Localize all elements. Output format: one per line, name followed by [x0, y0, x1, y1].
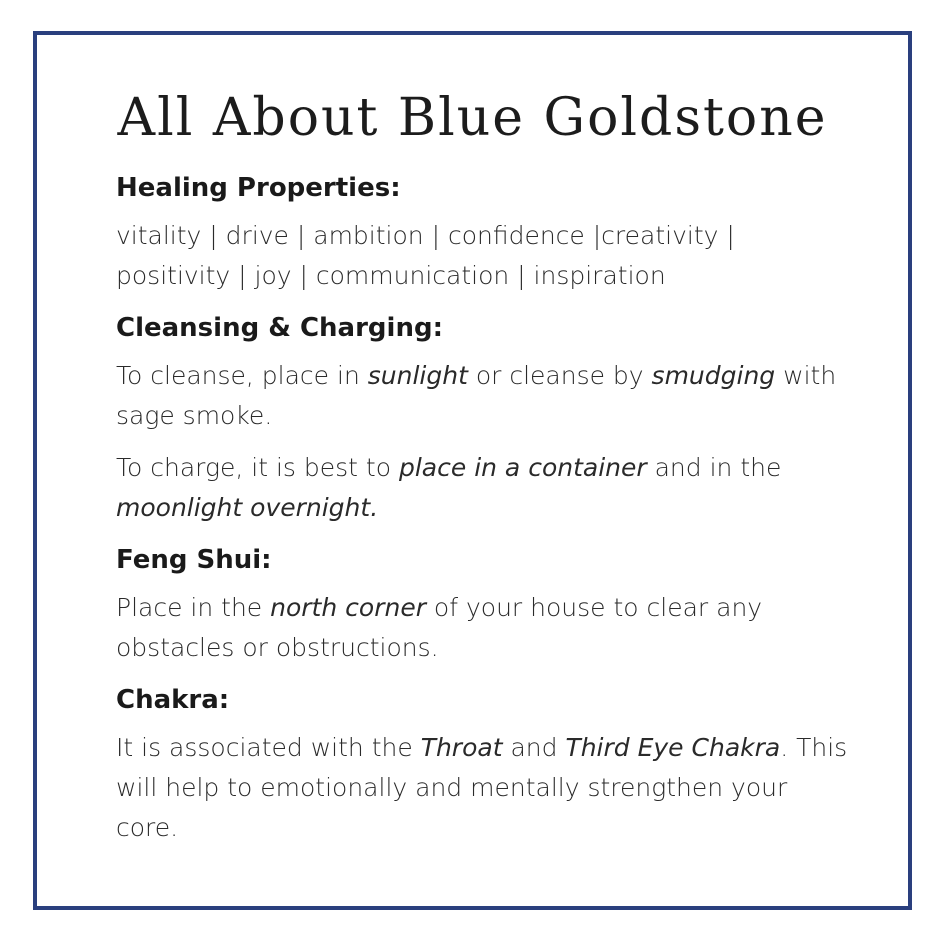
chakra-text-1: It is associated with the	[116, 733, 421, 762]
healing-properties-heading: Healing Properties:	[116, 173, 401, 203]
charging-emphasis-container: place in a container	[398, 453, 647, 482]
content-body	[116, 168, 856, 848]
cleansing-paragraph	[116, 356, 856, 436]
chakra-section	[116, 680, 856, 848]
cleansing-emphasis-smudging: smudging	[651, 361, 776, 390]
feng-shui-emphasis-north-corner: north corner	[270, 593, 426, 622]
healing-list-line1: vitality | drive | ambition | confidence |creativity |	[116, 221, 735, 250]
chakra-paragraph	[116, 728, 856, 848]
charging-emphasis-moonlight: moonlight overnight.	[116, 493, 379, 522]
charging-text-1: To charge, it is best to	[116, 453, 399, 482]
charging-text-2: and in the	[646, 453, 782, 482]
healing-properties-section	[116, 168, 856, 296]
feng-shui-text-2: of your house to clear any obstacles or obstructions.	[116, 593, 763, 662]
page-title: All About Blue Goldstone	[117, 88, 828, 148]
feng-shui-heading: Feng Shui:	[116, 545, 272, 575]
charging-paragraph	[116, 448, 856, 528]
cleansing-text-1: To cleanse, place in	[116, 361, 368, 390]
healing-properties-list	[116, 216, 856, 296]
chakra-heading: Chakra:	[116, 685, 230, 715]
chakra-emphasis-throat: Throat	[420, 733, 503, 762]
chakra-text-3: . This will help to emotionally and mentally strengthen your core.	[116, 733, 848, 842]
cleansing-charging-section	[116, 308, 856, 528]
feng-shui-text-1: Place in the	[116, 593, 271, 622]
cleansing-text-3: with sage smoke.	[116, 361, 837, 430]
feng-shui-paragraph	[116, 588, 856, 668]
chakra-text-2: and	[502, 733, 566, 762]
cleansing-text-2: or cleanse by	[467, 361, 652, 390]
chakra-emphasis-third-eye: Third Eye Chakra	[565, 733, 781, 762]
feng-shui-section	[116, 540, 856, 668]
cleansing-charging-heading: Cleansing & Charging:	[116, 313, 443, 343]
cleansing-emphasis-sunlight: sunlight	[367, 361, 468, 390]
healing-list-line2: positivity | joy | communication | inspiration	[116, 261, 666, 290]
